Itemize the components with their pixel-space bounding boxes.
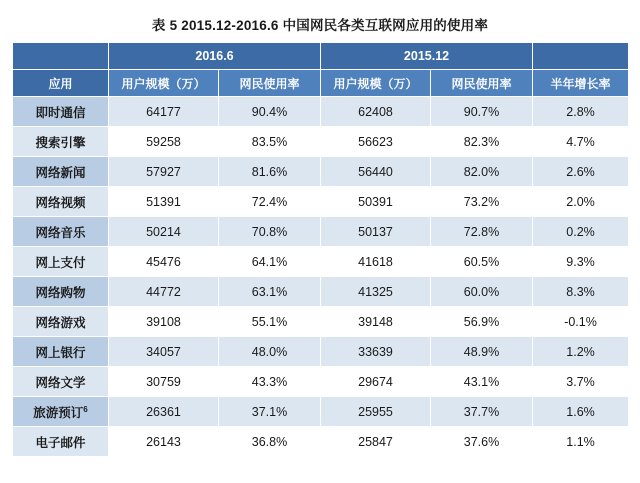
cell-app-name: 电子邮件 xyxy=(13,427,109,457)
table-row xyxy=(13,307,629,337)
cell-scale-2015: 33639 xyxy=(321,337,431,367)
cell-app-name: 网络游戏 xyxy=(13,307,109,337)
table-body xyxy=(13,97,629,457)
cell-rate-2015: 72.8% xyxy=(431,217,533,247)
header-col-app: 应用 xyxy=(13,70,109,97)
cell-rate-2015: 43.1% xyxy=(431,367,533,397)
table-caption: 表 5 2015.12-2016.6 中国网民各类互联网应用的使用率 xyxy=(151,18,489,33)
cell-rate-2016: 43.3% xyxy=(219,367,321,397)
cell-growth: 1.6% xyxy=(533,397,629,427)
cell-rate-2015: 56.9% xyxy=(431,307,533,337)
cell-growth: 3.7% xyxy=(533,367,629,397)
cell-scale-2015: 50391 xyxy=(321,187,431,217)
header-col-growth: 半年增长率 xyxy=(533,70,629,97)
header-group-2016: 2016.6 xyxy=(109,43,321,70)
header-blank-left xyxy=(13,43,109,70)
cell-app-name: 网络文学 xyxy=(13,367,109,397)
cell-rate-2016: 72.4% xyxy=(219,187,321,217)
cell-app-name: 网络新闻 xyxy=(13,157,109,187)
table-row xyxy=(13,367,629,397)
cell-rate-2015: 37.6% xyxy=(431,427,533,457)
cell-rate-2015: 37.7% xyxy=(431,397,533,427)
cell-scale-2015: 56623 xyxy=(321,127,431,157)
table-row xyxy=(13,97,629,127)
cell-rate-2016: 90.4% xyxy=(219,97,321,127)
cell-scale-2015: 39148 xyxy=(321,307,431,337)
cell-scale-2015: 56440 xyxy=(321,157,431,187)
header-group-2015: 2015.12 xyxy=(321,43,533,70)
cell-app-name: 网上支付 xyxy=(13,247,109,277)
cell-rate-2015: 73.2% xyxy=(431,187,533,217)
table-row xyxy=(13,247,629,277)
cell-app-name: 网络购物 xyxy=(13,277,109,307)
cell-scale-2015: 41618 xyxy=(321,247,431,277)
table-row xyxy=(13,427,629,457)
cell-scale-2015: 25955 xyxy=(321,397,431,427)
cell-scale-2016: 26143 xyxy=(109,427,219,457)
cell-rate-2015: 60.0% xyxy=(431,277,533,307)
cell-rate-2015: 82.3% xyxy=(431,127,533,157)
footnote-marker: 6 xyxy=(83,404,88,414)
header-col-rate-2016: 网民使用率 xyxy=(219,70,321,97)
cell-growth: 4.7% xyxy=(533,127,629,157)
table-row xyxy=(13,187,629,217)
header-col-scale-2016: 用户规模（万） xyxy=(109,70,219,97)
cell-growth: 2.0% xyxy=(533,187,629,217)
cell-growth: -0.1% xyxy=(533,307,629,337)
usage-rate-table xyxy=(12,42,629,457)
cell-scale-2016: 45476 xyxy=(109,247,219,277)
cell-scale-2016: 30759 xyxy=(109,367,219,397)
cell-scale-2015: 62408 xyxy=(321,97,431,127)
cell-rate-2016: 63.1% xyxy=(219,277,321,307)
cell-app-name: 即时通信 xyxy=(13,97,109,127)
cell-scale-2015: 50137 xyxy=(321,217,431,247)
header-col-scale-2015: 用户规模（万） xyxy=(321,70,431,97)
cell-rate-2016: 83.5% xyxy=(219,127,321,157)
table-header xyxy=(13,43,629,97)
cell-rate-2015: 90.7% xyxy=(431,97,533,127)
cell-growth: 9.3% xyxy=(533,247,629,277)
cell-rate-2016: 37.1% xyxy=(219,397,321,427)
cell-growth: 2.6% xyxy=(533,157,629,187)
cell-app-name: 网络音乐 xyxy=(13,217,109,247)
cell-scale-2016: 59258 xyxy=(109,127,219,157)
cell-scale-2016: 64177 xyxy=(109,97,219,127)
cell-rate-2016: 48.0% xyxy=(219,337,321,367)
header-column-row xyxy=(13,70,629,97)
cell-app-name: 网上银行 xyxy=(13,337,109,367)
table-row xyxy=(13,217,629,247)
cell-app-name: 旅游预订$^6$ xyxy=(13,397,109,427)
cell-scale-2016: 57927 xyxy=(109,157,219,187)
header-group-row xyxy=(13,43,629,70)
cell-scale-2015: 41325 xyxy=(321,277,431,307)
table-row xyxy=(13,277,629,307)
cell-rate-2016: 55.1% xyxy=(219,307,321,337)
cell-scale-2016: 39108 xyxy=(109,307,219,337)
cell-scale-2016: 34057 xyxy=(109,337,219,367)
cell-rate-2016: 81.6% xyxy=(219,157,321,187)
table-row xyxy=(13,397,629,427)
cell-rate-2015: 82.0% xyxy=(431,157,533,187)
cell-app-name: 网络视频 xyxy=(13,187,109,217)
cell-growth: 2.8% xyxy=(533,97,629,127)
header-col-rate-2015: 网民使用率 xyxy=(431,70,533,97)
cell-scale-2016: 50214 xyxy=(109,217,219,247)
cell-rate-2016: 36.8% xyxy=(219,427,321,457)
cell-growth: 1.1% xyxy=(533,427,629,457)
cell-scale-2015: 25847 xyxy=(321,427,431,457)
table-row xyxy=(13,337,629,367)
cell-scale-2016: 26361 xyxy=(109,397,219,427)
cell-rate-2016: 64.1% xyxy=(219,247,321,277)
cell-growth: 0.2% xyxy=(533,217,629,247)
cell-rate-2015: 60.5% xyxy=(431,247,533,277)
cell-growth: 1.2% xyxy=(533,337,629,367)
cell-app-name: 搜索引擎 xyxy=(13,127,109,157)
cell-scale-2016: 51391 xyxy=(109,187,219,217)
cell-rate-2015: 48.9% xyxy=(431,337,533,367)
cell-scale-2015: 29674 xyxy=(321,367,431,397)
cell-rate-2016: 70.8% xyxy=(219,217,321,247)
cell-scale-2016: 44772 xyxy=(109,277,219,307)
cell-growth: 8.3% xyxy=(533,277,629,307)
table-row xyxy=(13,157,629,187)
header-blank-right xyxy=(533,43,629,70)
table-row xyxy=(13,127,629,157)
